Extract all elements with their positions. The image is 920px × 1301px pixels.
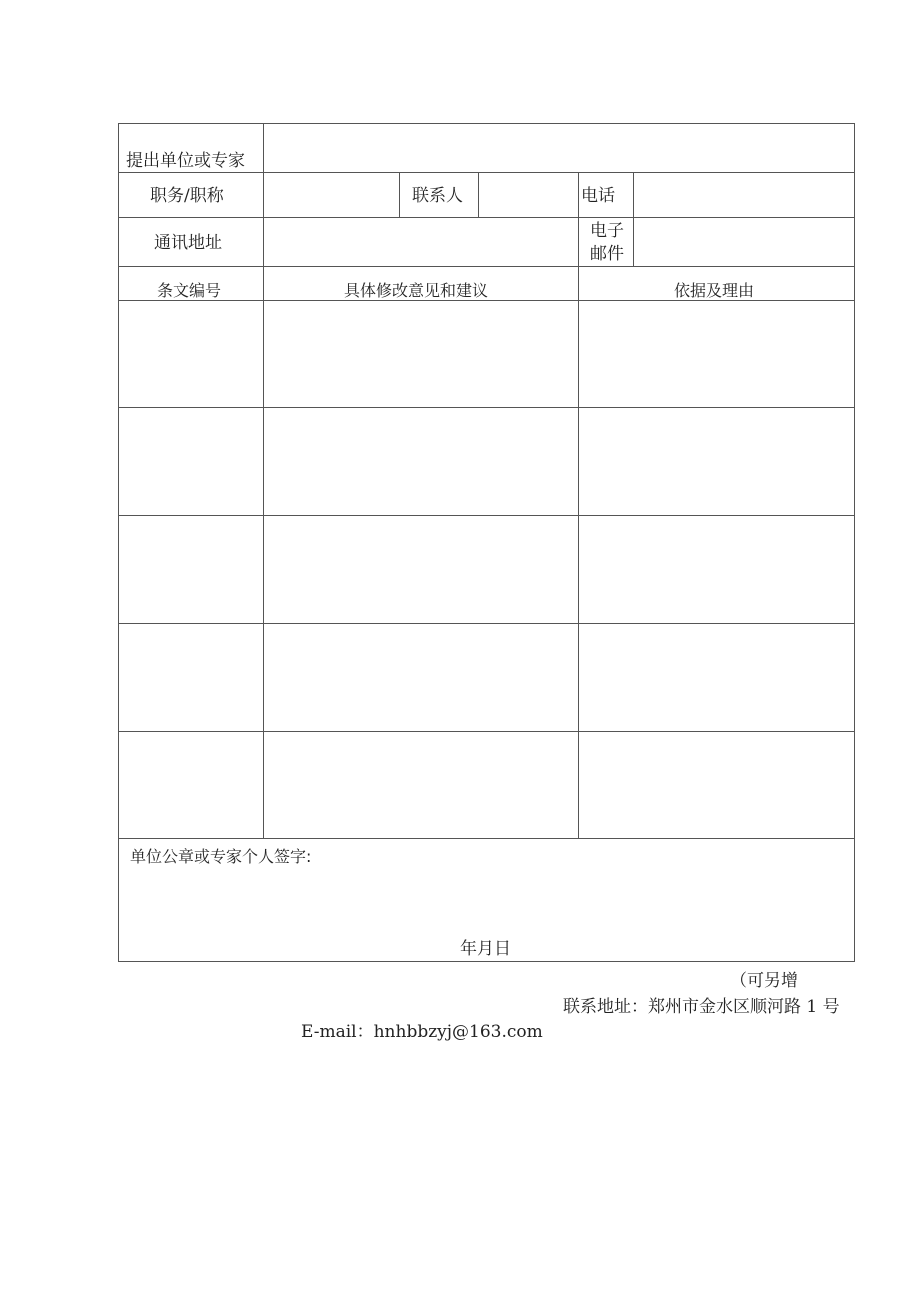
- contact-email: E-mail：hnhbbzyj@163.com: [301, 1022, 543, 1042]
- address-label: 通讯地址: [154, 233, 222, 253]
- phone-label: 电话: [581, 186, 615, 206]
- suggestion-cell[interactable]: [264, 301, 578, 407]
- proposer-field[interactable]: [264, 124, 854, 172]
- clause-number-cell[interactable]: [119, 301, 263, 407]
- clause-number-cell[interactable]: [119, 624, 263, 731]
- reason-cell[interactable]: [579, 732, 854, 838]
- column-header-clause-number: 条文编号: [157, 281, 222, 300]
- col-divider: [578, 172, 579, 267]
- title-field[interactable]: [264, 173, 399, 217]
- reason-cell[interactable]: [579, 408, 854, 515]
- clause-number-cell[interactable]: [119, 732, 263, 838]
- phone-field[interactable]: [634, 173, 854, 217]
- extra-pages-note: （可另增: [730, 971, 798, 991]
- contact-address: 联系地址：郑州市金水区顺河路 1 号: [563, 997, 840, 1017]
- reason-cell[interactable]: [579, 516, 854, 623]
- suggestion-cell[interactable]: [264, 408, 578, 515]
- address-field[interactable]: [264, 218, 578, 266]
- row-divider: [118, 838, 855, 839]
- clause-number-cell[interactable]: [119, 516, 263, 623]
- row-divider: [118, 266, 855, 267]
- table-border-bottom: [118, 961, 855, 962]
- email-label-line2: 邮件: [590, 244, 624, 264]
- contact-person-label: 联系人: [412, 186, 463, 206]
- title-label: 职务/职称: [150, 186, 224, 206]
- column-header-reasons: 依据及理由: [674, 281, 755, 300]
- signature-field[interactable]: [119, 870, 854, 930]
- reason-cell[interactable]: [579, 624, 854, 731]
- signature-label: 单位公章或专家个人签字:: [130, 847, 312, 866]
- date-label: 年月日: [460, 939, 511, 959]
- clause-number-cell[interactable]: [119, 408, 263, 515]
- suggestion-cell[interactable]: [264, 516, 578, 623]
- email-label-line1: 电子: [590, 221, 624, 241]
- column-header-suggestions: 具体修改意见和建议: [344, 281, 489, 300]
- table-border-right: [854, 123, 855, 962]
- suggestion-cell[interactable]: [264, 624, 578, 731]
- suggestion-cell[interactable]: [264, 732, 578, 838]
- col-divider: [399, 172, 400, 218]
- proposer-label: 提出单位或专家: [126, 151, 245, 171]
- contact-person-field[interactable]: [479, 173, 578, 217]
- email-field[interactable]: [634, 218, 854, 266]
- reason-cell[interactable]: [579, 301, 854, 407]
